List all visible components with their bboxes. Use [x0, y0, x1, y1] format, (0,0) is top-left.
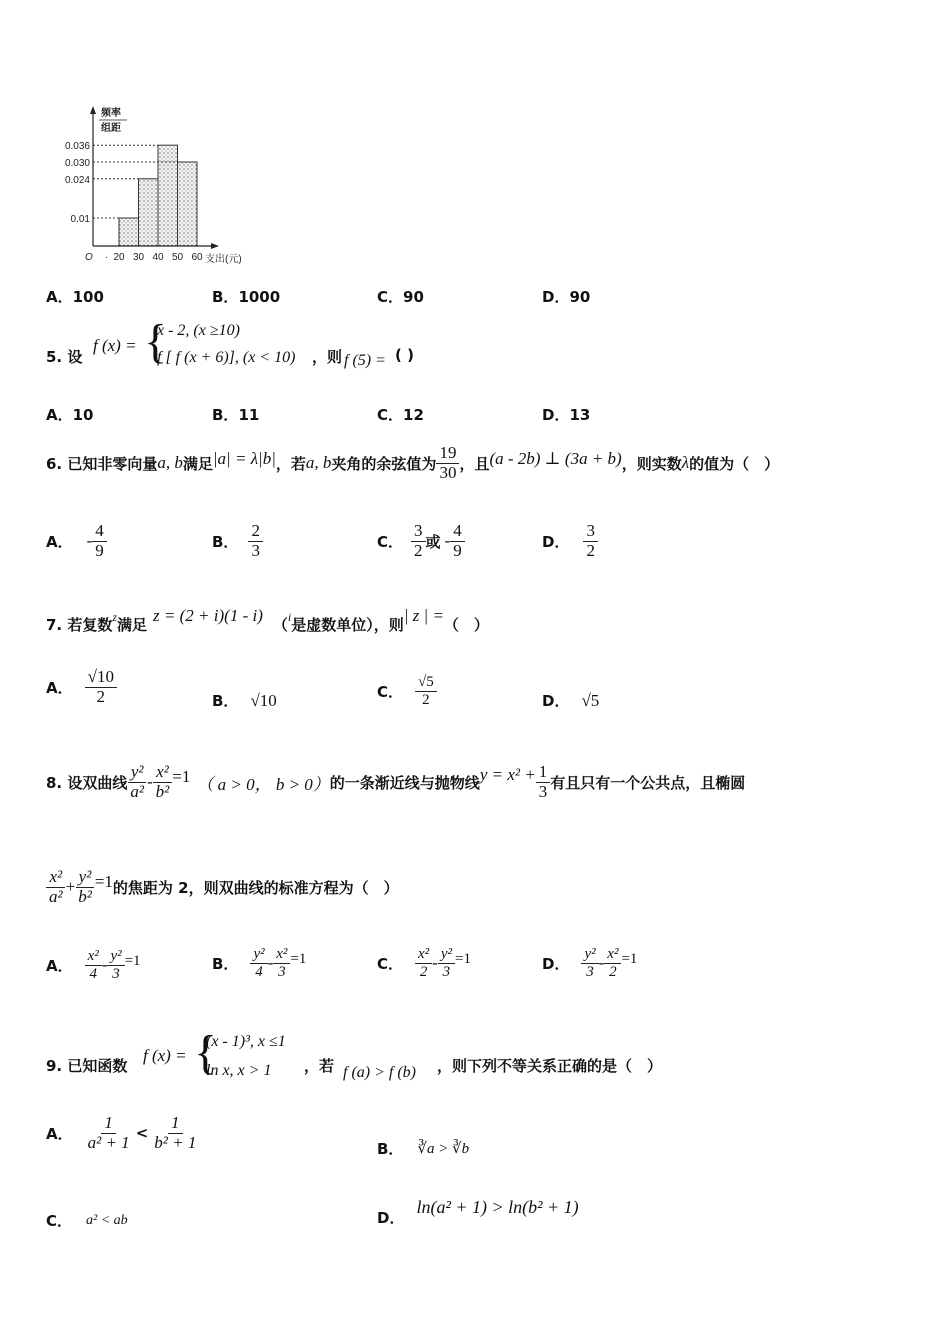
q9-question: ，则下列不等关系正确的是（ ）	[437, 1057, 663, 1075]
q4-option-d: D．90	[542, 288, 591, 306]
q5-case-1: x - 2, (x ≥10)	[157, 322, 240, 339]
q9-condition: f (a) > f (b)	[343, 1064, 416, 1081]
y-axis-label-bottom: 组距	[101, 123, 121, 134]
y-tick-label: 0.036	[64, 141, 90, 153]
q9-option-a: A． $\frac{1}{\text{a² + 1}}$ < $\frac{1}{\text{b² + 1}}$	[46, 1113, 197, 1152]
q8-stem-line2: $\frac{\text{x²}}{\text{a²}}$ + $\frac{\text{y²}}{\text{b²}}$ =1 的焦距为 2，则双曲线的标准方程为（ ）	[46, 862, 399, 912]
x-tick-label: 40	[152, 252, 164, 263]
q9-option-b: B． ∛a > ∛b	[377, 1140, 470, 1158]
q5-case-2: f [ f (x + 6)], (x < 10)	[157, 349, 296, 366]
q6-option-c: C． $\frac{3}{2}$ 或 - $\frac{4}{9}$	[377, 522, 465, 560]
q8-option-d: D． $\frac{\text{y²}}{3}$ - $\frac{\text{x²}}{2}$ =1	[542, 946, 638, 980]
q9-case-2: ln x, x > 1	[206, 1062, 272, 1079]
x-tick-label: 50	[171, 252, 184, 263]
q9-option-c: C． a² < ab	[46, 1212, 128, 1230]
q9-prefix: 9. 已知函数	[46, 1057, 128, 1075]
histogram-bar	[119, 218, 139, 246]
q8-option-b: B． $\frac{\text{y²}}{4}$ - $\frac{\text{x²}}{3}$ =1	[212, 946, 307, 980]
q9-option-d: D． ln(a² + 1) > ln(b² + 1)	[377, 1197, 579, 1227]
q5-option-c: C．12	[377, 406, 424, 424]
q5-f5: f (5) =	[344, 352, 386, 369]
q5-function-name: f (x) =	[93, 336, 137, 355]
x-axis-label: 支出(元)	[205, 254, 242, 265]
x-tick-label: 30	[132, 252, 145, 263]
q6-cos-fraction: $\frac{19}{30}$	[436, 444, 459, 482]
histogram-bar	[178, 162, 198, 246]
q8-option-a: A． $\frac{\text{x²}}{4}$ - $\frac{\text{y²}}{3}$ =1	[46, 948, 141, 982]
q5-option-d: D．13	[542, 406, 591, 424]
histogram-bar	[158, 145, 178, 246]
q7-option-a: A． $\frac{√10}{2}$	[46, 668, 117, 706]
q6-option-b: B． $\frac{2}{3}$	[212, 522, 263, 560]
histogram-bar	[139, 179, 159, 246]
q9-brace: {	[194, 1026, 218, 1079]
q4-option-b: B．1000	[212, 288, 281, 306]
q6-option-d: D． $\frac{3}{2}$	[542, 522, 598, 560]
q5-then: ，则	[312, 348, 343, 366]
q6-option-a: A． - $\frac{4}{9}$	[46, 522, 107, 560]
q6-stem: 6. 已知非零向量 a, b 满足 |a| = λ|b| ，若 a, b 夹角的余弦值为 $\frac{19}{30}$ ，且 (a - 2b) ⊥ (3a + b) ，则实数 λ 的值为（ ）	[46, 442, 780, 482]
x-tick-label: 60	[191, 252, 203, 263]
origin-label: O	[85, 252, 93, 263]
q8-stem-line1: 8. 设双曲线 $\frac{\text{y²}}{\text{a²}}$ - $\frac{\text{x²}}{\text{b²}}$ =1 （ a > 0， b > 0） 的一条渐近线与抛物线 y = x² + $\frac{1}{3}$ 有且只有一个公共点，且椭圆	[46, 761, 746, 801]
q9-case-1: (x - 1)³, x ≤1	[206, 1033, 286, 1050]
q5-number: 5. 设	[46, 348, 83, 366]
q4-option-a: A．100	[46, 288, 104, 306]
y-tick-label: 0.030	[64, 158, 90, 169]
x-axis-arrow	[211, 243, 219, 249]
q5-option-a: A．10	[46, 406, 94, 424]
q7-stem: 7. 若复数 z 满足 z = (2 + i)(1 - i) （ i 是虚数单位），则 | z | = （ ）	[46, 606, 489, 634]
y-axis-label-top: 频率	[101, 108, 121, 119]
q9-function-name: f (x) =	[143, 1046, 187, 1065]
x-tick-label: 20	[113, 252, 125, 263]
q7-option-d: D． √5	[542, 690, 600, 710]
q8-option-c: C． $\frac{\text{x²}}{2}$ - $\frac{\text{y²}}{3}$ =1	[377, 946, 471, 980]
q9-if: ，若	[304, 1057, 335, 1075]
x-tick-separator: ·	[105, 252, 109, 263]
frequency-histogram	[55, 100, 265, 270]
y-tick-label: 0.024	[64, 174, 90, 186]
q7-option-c: C． $\frac{√5}{2}$	[377, 674, 437, 708]
q5-brace: {	[144, 315, 168, 368]
q5-paren: ( )	[395, 346, 414, 364]
q5-option-b: B．11	[212, 406, 260, 424]
q4-option-c: C．90	[377, 288, 424, 306]
q7-option-b: B． √10	[212, 690, 277, 710]
y-tick-label: 0.01	[70, 214, 90, 225]
y-axis-arrow	[90, 106, 96, 114]
